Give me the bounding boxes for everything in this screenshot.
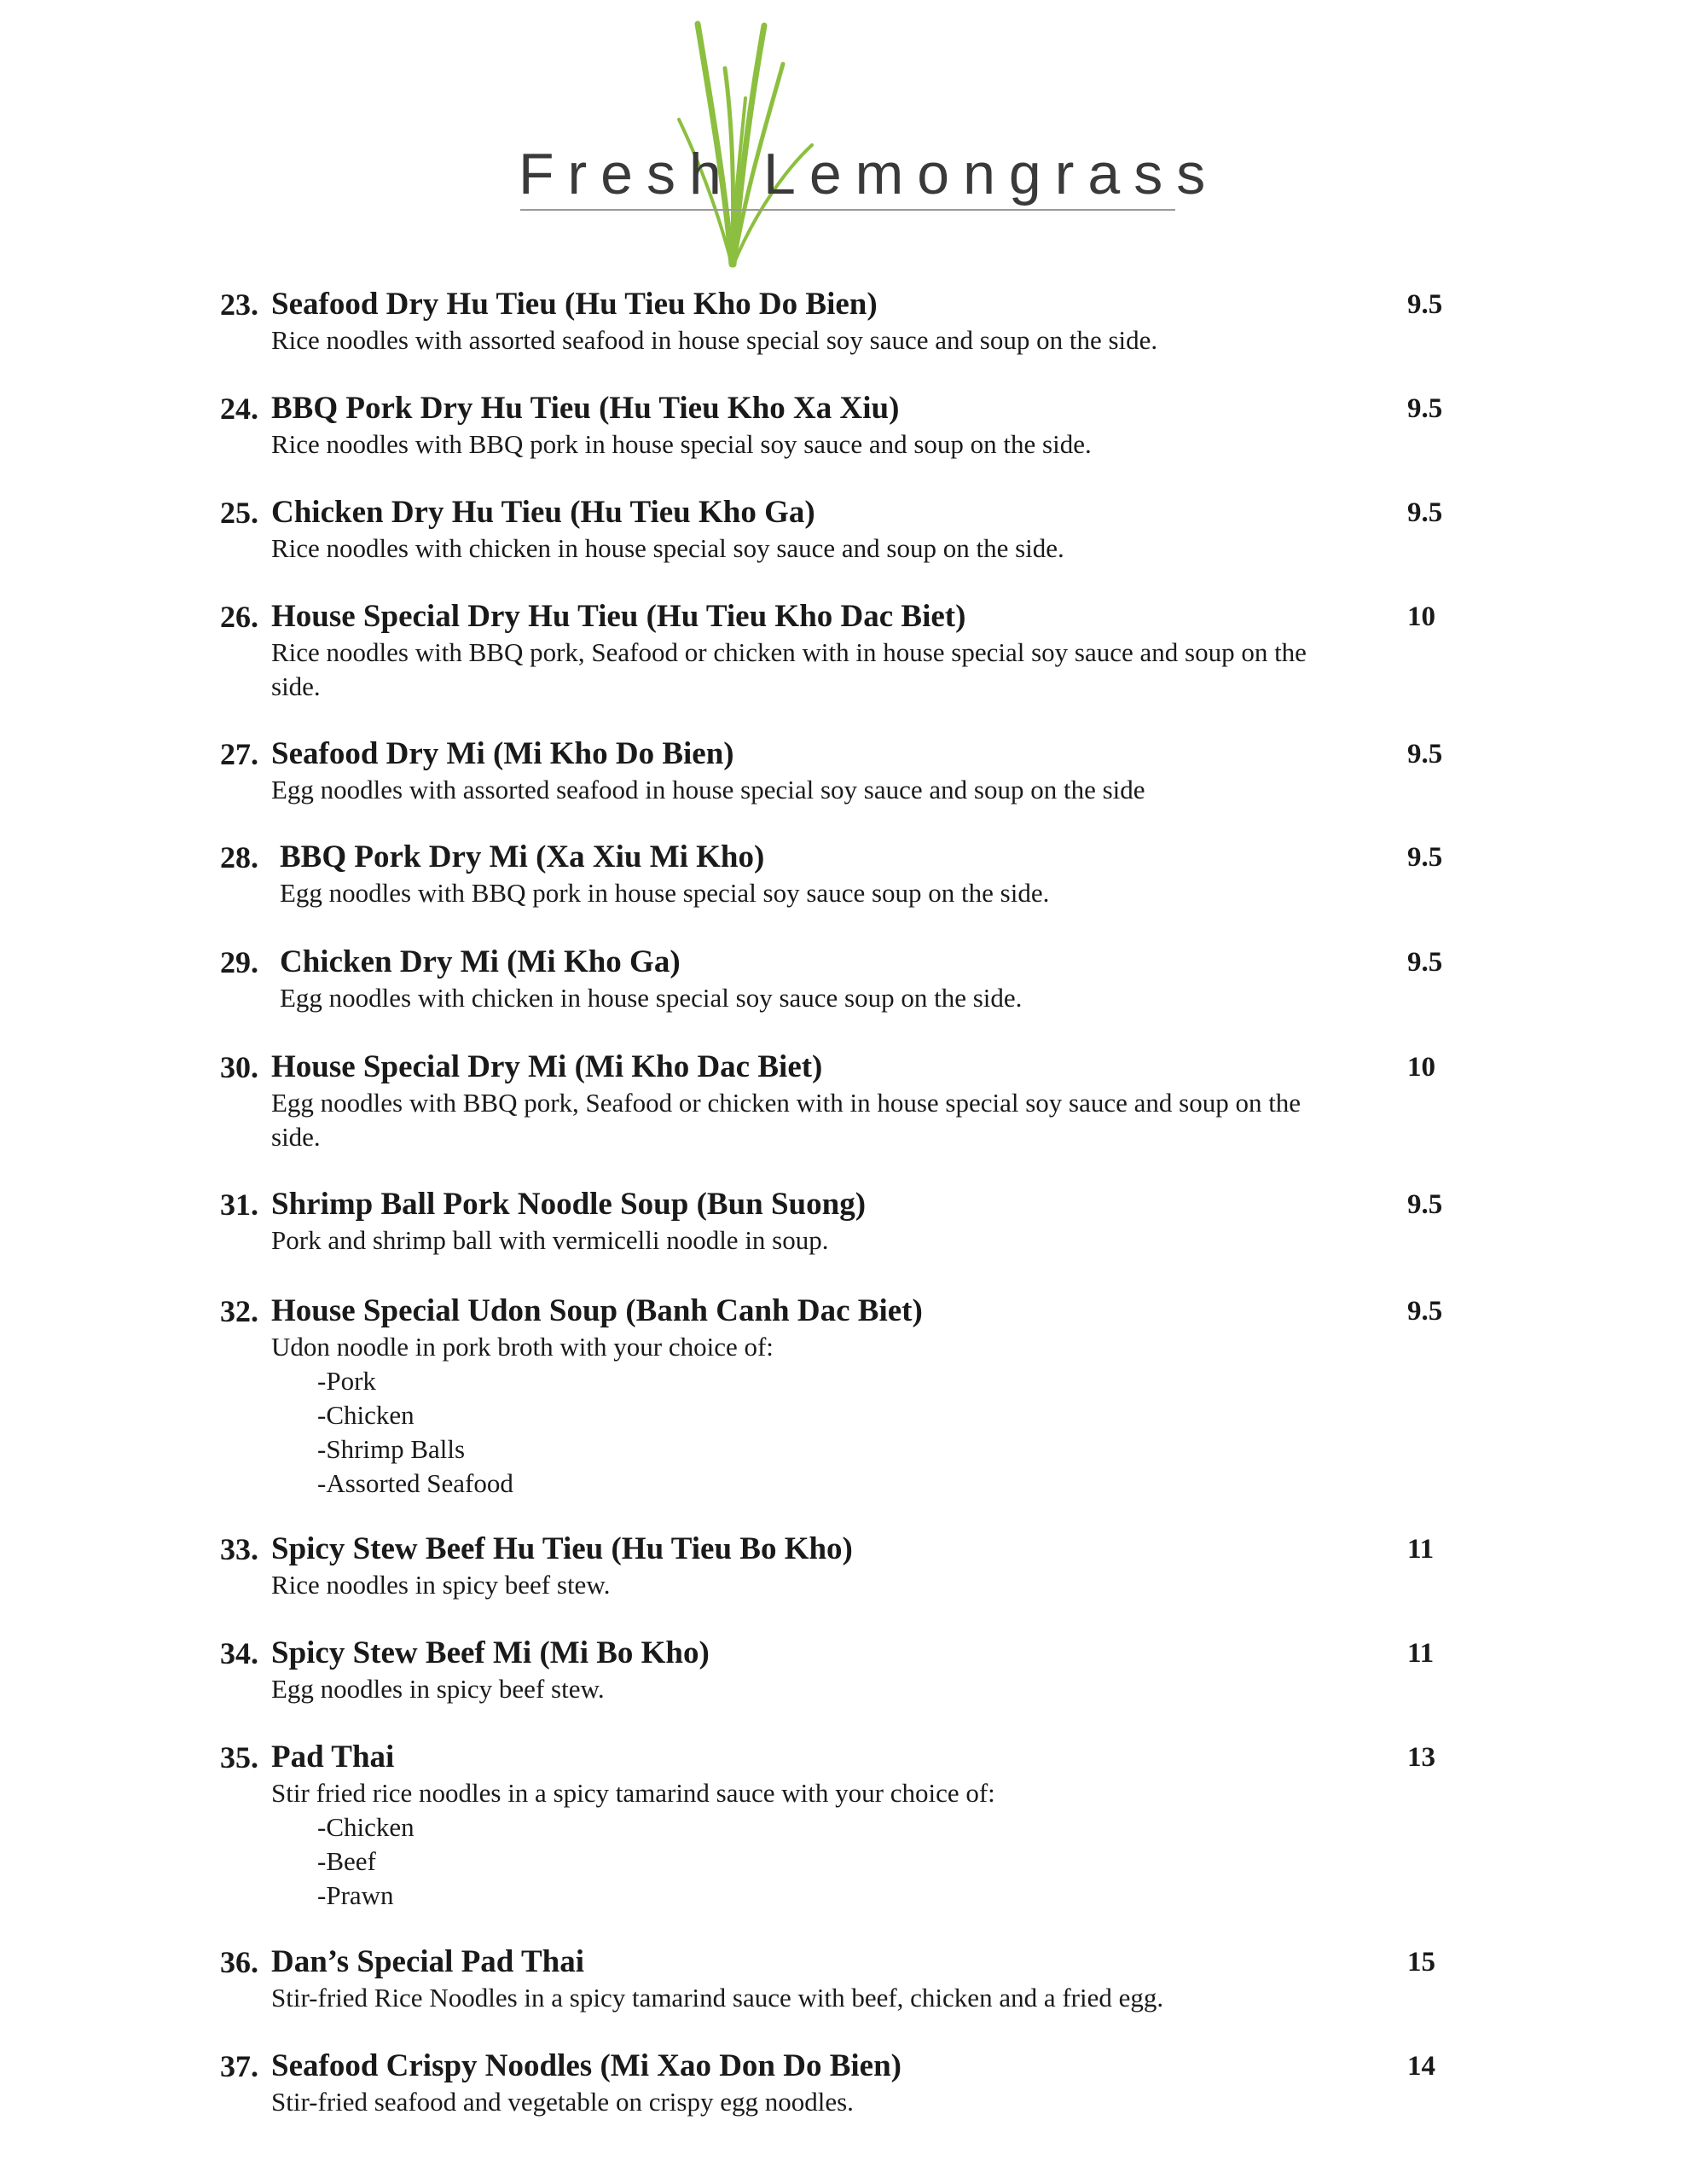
item-description-text: Udon noodle in pork broth with your choice of: — [271, 1332, 774, 1362]
item-description-text: Stir fried rice noodles in a spicy tamarind sauce with your choice of: — [271, 1778, 995, 1808]
item-description: Egg noodles in spicy beef stew. — [271, 1674, 605, 1704]
brand-name-right: Lemongrass — [763, 142, 1220, 206]
item-option: -Shrimp Balls — [317, 1434, 466, 1464]
item-price: 9.5 — [1407, 1189, 1443, 1220]
item-number: 23. — [220, 288, 258, 322]
item-name: Chicken Dry Mi (Mi Kho Ga) — [280, 944, 681, 979]
item-number: 30. — [220, 1050, 258, 1084]
item-option: -Chicken — [317, 1812, 415, 1842]
item-price: 11 — [1407, 1638, 1435, 1669]
item-option: -Pork — [317, 1366, 376, 1396]
item-option: -Beef — [317, 1846, 376, 1876]
item-name: Seafood Dry Hu Tieu (Hu Tieu Kho Do Bien) — [271, 287, 878, 322]
item-number: 24. — [220, 392, 258, 426]
item-number: 25. — [220, 496, 258, 530]
item-description: Stir-fried seafood and vegetable on crispy egg noodles. — [271, 2087, 854, 2117]
item-price: 9.5 — [1407, 842, 1443, 873]
item-price: 9.5 — [1407, 393, 1443, 424]
item-name: Pad Thai — [271, 1740, 395, 1774]
item-price: 9.5 — [1407, 497, 1443, 528]
item-price: 11 — [1407, 1534, 1435, 1565]
item-description: Egg noodles with BBQ pork, Seafood or chicken with in house special soy sauce and soup on the side. — [271, 1088, 1301, 1152]
item-price: 13 — [1407, 1742, 1435, 1773]
item-name: House Special Udon Soup (Banh Canh Dac Biet) — [271, 1293, 923, 1328]
item-name: Seafood Crispy Noodles (Mi Xao Don Do Bien) — [271, 2048, 901, 2083]
item-number: 35. — [220, 1740, 258, 1774]
item-price: 9.5 — [1407, 739, 1443, 770]
item-description: Stir-fried Rice Noodles in a spicy tamarind sauce with beef, chicken and a fried egg. — [271, 1983, 1164, 2013]
item-name: Spicy Stew Beef Mi (Mi Bo Kho) — [271, 1635, 710, 1670]
item-price: 10 — [1407, 601, 1435, 632]
item-name: Shrimp Ball Pork Noodle Soup (Bun Suong) — [271, 1187, 867, 1222]
item-number: 37. — [220, 2049, 258, 2083]
item-description: Egg noodles with assorted seafood in house special soy sauce and soup on the side — [271, 775, 1145, 804]
item-price: 9.5 — [1407, 947, 1443, 978]
item-option: -Chicken — [317, 1400, 415, 1430]
item-name: House Special Dry Mi (Mi Kho Dac Biet) — [271, 1049, 823, 1084]
item-description: Rice noodles with chicken in house special soy sauce and soup on the side. — [271, 533, 1064, 563]
item-name: House Special Dry Hu Tieu (Hu Tieu Kho Dac Biet) — [271, 599, 966, 634]
item-description: Rice noodles with assorted seafood in house special soy sauce and soup on the side. — [271, 325, 1158, 355]
item-option: -Assorted Seafood — [317, 1468, 513, 1498]
item-number: 31. — [220, 1188, 258, 1222]
item-number: 27. — [220, 737, 258, 771]
item-price: 9.5 — [1407, 1296, 1443, 1327]
item-price: 9.5 — [1407, 289, 1443, 320]
brand-name-left: Fresh — [519, 142, 735, 206]
item-description: Pork and shrimp ball with vermicelli noodle in soup. — [271, 1225, 829, 1255]
item-number: 36. — [220, 1945, 258, 1979]
item-description: Egg noodles with chicken in house special soy sauce soup on the side. — [280, 983, 1023, 1013]
item-description — [271, 1776, 1329, 1913]
item-description: Egg noodles with BBQ pork in house special soy sauce soup on the side. — [280, 878, 1050, 908]
item-number: 32. — [220, 1294, 258, 1328]
item-number: 33. — [220, 1532, 258, 1566]
item-number: 28. — [220, 840, 258, 874]
item-name: Spicy Stew Beef Hu Tieu (Hu Tieu Bo Kho) — [271, 1531, 853, 1566]
item-name: Dan’s Special Pad Thai — [271, 1944, 585, 1979]
restaurant-logo — [512, 17, 1220, 273]
item-price: 14 — [1407, 2051, 1435, 2082]
item-description — [271, 1330, 1329, 1501]
item-number: 34. — [220, 1636, 258, 1670]
item-description: Rice noodles with BBQ pork in house special soy sauce and soup on the side. — [271, 429, 1092, 459]
item-number: 26. — [220, 600, 258, 634]
item-price: 15 — [1407, 1947, 1435, 1978]
item-name: Chicken Dry Hu Tieu (Hu Tieu Kho Ga) — [271, 495, 815, 530]
logo-underline — [520, 209, 1175, 211]
item-description: Rice noodles with BBQ pork, Seafood or chicken with in house special soy sauce and soup on the side. — [271, 637, 1307, 701]
item-name: BBQ Pork Dry Hu Tieu (Hu Tieu Kho Xa Xiu) — [271, 391, 900, 426]
item-option: -Prawn — [317, 1880, 394, 1910]
item-name: BBQ Pork Dry Mi (Xa Xiu Mi Kho) — [280, 839, 765, 874]
item-description: Rice noodles in spicy beef stew. — [271, 1570, 611, 1600]
item-number: 29. — [220, 945, 258, 979]
item-name: Seafood Dry Mi (Mi Kho Do Bien) — [271, 736, 734, 771]
item-price: 10 — [1407, 1052, 1435, 1083]
